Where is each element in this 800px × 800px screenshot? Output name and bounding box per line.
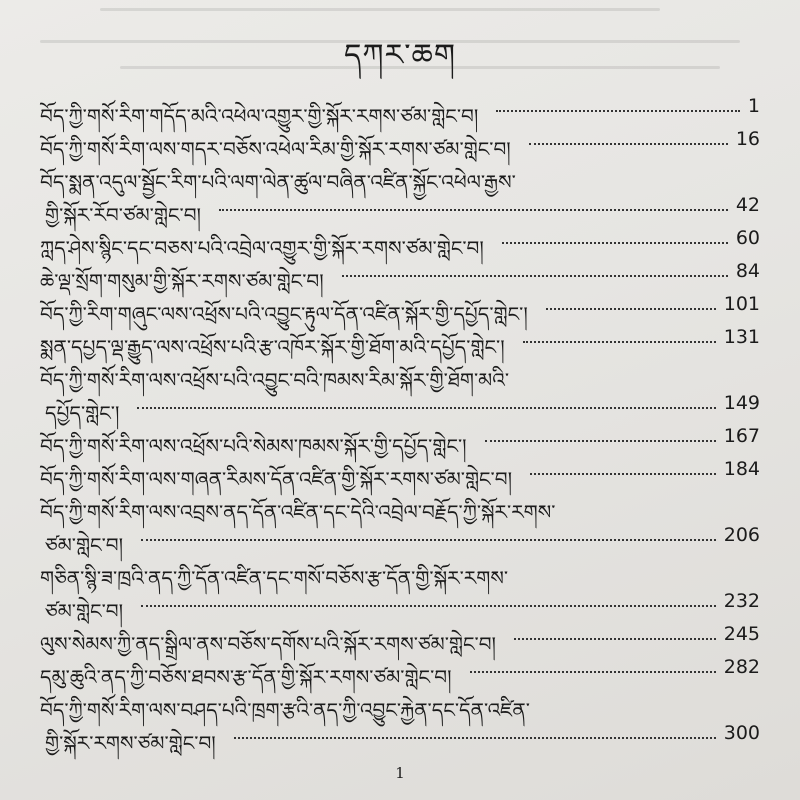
toc-entry-title: སྨན་དཔྱད་ལྡ་རྒྱུད་ལས་འཕྲོས་པའི་རྩ་འཁོར་སྐོར་གྱི་ཐོག་མའི་དཔྱོད་གླེང་། <box>40 335 505 359</box>
dot-leader <box>514 638 716 640</box>
toc-entry-title: ཆེ་ལྡ་སྲོག་གསུམ་གྱི་སྐོར་རགས་ཙམ་གླེང་བ། <box>40 269 324 293</box>
dot-leader <box>219 209 728 211</box>
toc-entry-title: བོད་ཀྱི་གསོ་རིག་ལས་བཤད་པའི་ཁྲག་རྩའི་ནད་ཀྱི་འབྱུང་རྐྱེན་དང་དོན་འཛིན་ <box>40 698 530 722</box>
toc-entry[interactable] <box>40 651 760 689</box>
toc-page-number: 60 <box>735 227 760 249</box>
toc-page-number: 101 <box>723 293 760 315</box>
toc-entry-title: བོད་ཀྱི་གསོ་རིག་ལས་གདར་བཅོས་འཕེལ་རིམ་གྱི་སྐོར་རགས་ཙམ་གླེང་བ། <box>40 137 511 161</box>
dot-leader <box>546 308 716 310</box>
dot-leader <box>523 341 716 343</box>
toc-entry-title: བོད་ཀྱི་རིག་གཞུང་ལས་འཕྲོས་པའི་འབྱུང་རྟུལ་དོན་འཛིན་སྐོར་གྱི་དཔྱོད་གླེང་། <box>40 302 528 326</box>
toc-entry-title: གཅིན་སྙི་ཟ་ཁྲའི་ནད་ཀྱི་དོན་འཛིན་དང་གསོ་བཅོས་རྩ་དོན་གྱི་སྐོར་རགས་ <box>40 566 509 590</box>
toc-page-number: 282 <box>723 656 760 678</box>
toc-page-number: 131 <box>723 326 760 348</box>
toc-page-number: 206 <box>723 524 760 546</box>
dot-leader <box>530 473 716 475</box>
toc-entry[interactable] <box>40 123 760 161</box>
toc-entry-title: ལུས་སེམས་ཀྱི་ནད་སྒྲིལ་ནས་བཅོས་དགོས་པའི་སྐོར་རགས་ཙམ་གླེང་བ། <box>40 632 496 656</box>
folio-page-number: 1 <box>395 764 405 782</box>
toc-entry[interactable] <box>40 552 760 623</box>
toc-entry-title: ཀླད་ཤེས་སྙིང་དང་བཅས་པའི་འབྲེལ་འགྱུར་གྱི་སྐོར་རགས་ཙམ་གླེང་བ། <box>40 236 484 260</box>
toc-entry[interactable] <box>40 618 760 656</box>
toc-entry-title: བོད་ཀྱི་གསོ་རིག་ལས་གཞན་རིམས་དོན་འཛིན་གྱི་སྐོར་རགས་ཙམ་གླེང་བ། <box>40 467 513 491</box>
table-of-contents <box>40 90 760 755</box>
toc-page-number: 245 <box>723 623 760 645</box>
toc-entry-title: བོད་ཀྱི་གསོ་རིག་ལས་འཕྲོས་པའི་སེམས་ཁམས་སྐོར་གྱི་དཔྱོད་གླེང་། <box>40 434 467 458</box>
page-title: དཀར་ཆག <box>344 38 456 73</box>
toc-entry[interactable] <box>40 354 760 425</box>
dot-leader <box>141 539 716 541</box>
dot-leader <box>342 275 728 277</box>
toc-entry-title: བོད་ཀྱི་གསོ་རིག་ལས་འབྲས་ནད་དོན་འཛིན་དང་དེའི་འབྲེལ་བརྗོད་ཀྱི་སྐོར་རགས་ <box>40 500 556 524</box>
dot-leader <box>502 242 728 244</box>
toc-entry[interactable] <box>40 156 760 227</box>
toc-entry[interactable] <box>40 453 760 491</box>
toc-entry-title: བོད་ཀྱི་གསོ་རིག་ལས་འཕྲོས་པའི་འབྱུང་བའི་ཁམས་རིམ་སྐོར་གྱི་ཐོག་མའི་ <box>40 368 510 392</box>
dot-leader <box>496 110 740 112</box>
toc-page-number: 1 <box>747 95 760 117</box>
toc-entry[interactable] <box>40 90 760 128</box>
dot-leader <box>234 737 716 739</box>
toc-page-number: 84 <box>735 260 760 282</box>
toc-entry[interactable] <box>40 486 760 557</box>
toc-page-number: 300 <box>723 722 760 744</box>
toc-entry-title: གྱི་སྐོར་རོབ་ཙམ་གླེང་བ། <box>45 203 201 227</box>
toc-page-number: 184 <box>723 458 760 480</box>
dot-leader <box>485 440 716 442</box>
toc-page-number: 167 <box>723 425 760 447</box>
toc-entry[interactable] <box>40 321 760 359</box>
toc-entry-title: བོད་ཀྱི་གསོ་རིག་གདོད་མའི་འཕེལ་འགྱུར་གྱི་སྐོར་རགས་ཙམ་གླེང་བ། <box>40 104 479 128</box>
toc-page-number: 232 <box>723 590 760 612</box>
dot-leader <box>470 671 716 673</box>
toc-page-number: 42 <box>735 194 760 216</box>
toc-entry[interactable] <box>40 288 760 326</box>
toc-entry[interactable] <box>40 255 760 293</box>
toc-entry-title: གྱི་སྐོར་རགས་ཙམ་གླེང་བ། <box>45 731 216 755</box>
toc-entry-title: དམུ་ཆུའི་ནད་ཀྱི་བཅོས་ཐབས་རྩ་དོན་གྱི་སྐོར་རགས་ཙམ་གླེང་བ། <box>40 665 452 689</box>
toc-entry[interactable] <box>40 222 760 260</box>
toc-entry[interactable] <box>40 684 760 755</box>
toc-entry-title: བོད་སྨན་འདུལ་སྦྱོང་རིག་པའི་ལག་ལེན་ཚུལ་བཞིན་འཛིན་སྐྱོང་འཕེལ་རྒྱས་ <box>40 170 516 194</box>
toc-entry-title: དཔྱོད་གླེང་། <box>45 401 120 425</box>
toc-page-number: 16 <box>735 128 760 150</box>
toc-entry-title: ཙམ་གླེང་བ། <box>45 533 124 557</box>
toc-entry-title: ཙམ་གླེང་བ། <box>45 599 124 623</box>
dot-leader <box>529 143 728 145</box>
dot-leader <box>141 605 716 607</box>
toc-page-number: 149 <box>723 392 760 414</box>
dot-leader <box>137 407 715 409</box>
toc-entry[interactable] <box>40 420 760 458</box>
